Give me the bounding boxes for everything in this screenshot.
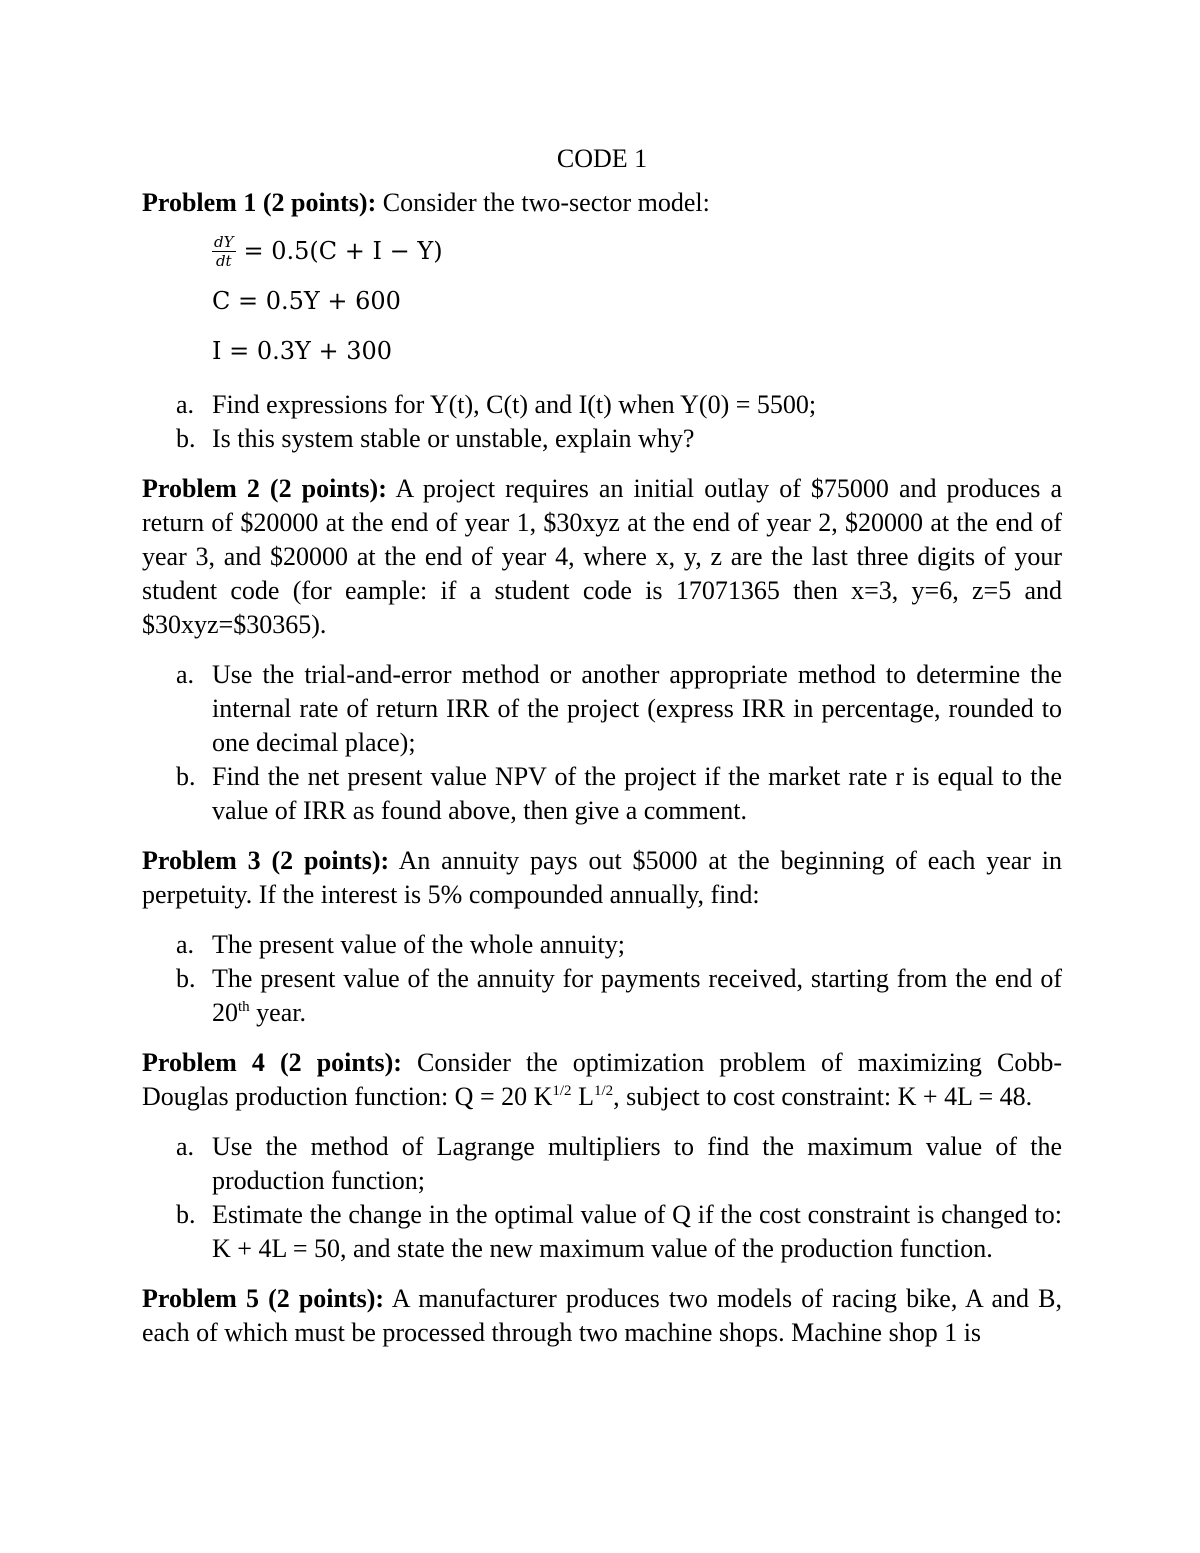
exponent-l: 1/2 — [593, 1083, 614, 1099]
problem-3-parts — [142, 928, 1062, 1030]
exponent-k: 1/2 — [552, 1083, 572, 1099]
item-marker: b. — [176, 964, 196, 993]
item-text: Find expressions for Y(t), C(t) and I(t) when Y(0) = 5500; — [212, 390, 817, 419]
item-marker: b. — [176, 424, 196, 453]
problem-2-intro: A project requires an initial outlay of $75000 and produces a return of $20000 at the end of year 1, $30xyz at the end of year 2, $20000 at the end of year 3, and $20000 at the end of year 4, where x, y, z are the last three digits of your student code (for eample: if a student code is 17071365 then x=3, y=6, z=5 and $30xyz=$30365). — [142, 474, 1063, 639]
item-marker: a. — [176, 930, 195, 959]
ordinal-superscript: th — [238, 999, 250, 1015]
problem-3-statement — [142, 844, 1062, 912]
item-marker: a. — [176, 1132, 195, 1161]
equation-dy-dt — [212, 226, 1062, 276]
item-text-part: The present value of the annuity for payments received, starting from the end of 20 — [212, 964, 1062, 1027]
problem-1-statement — [142, 186, 1062, 220]
list-item — [142, 962, 1062, 1030]
document-page — [142, 142, 1062, 1350]
list-item — [142, 422, 1062, 456]
item-text: Is this system stable or unstable, explain why? — [212, 424, 695, 453]
list-item — [142, 928, 1062, 962]
item-text: Estimate the change in the optimal value of Q if the cost constraint is changed to: K + 4L = 50, and state the new maximum value of the production function. — [212, 1200, 1062, 1263]
problem-3-intro: An annuity pays out $5000 at the beginning of each year in perpetuity. If the interest is 5% compounded annually, find: — [142, 846, 1062, 909]
list-item — [142, 658, 1062, 760]
item-text: The present value of the whole annuity; — [212, 930, 625, 959]
problem-2-statement — [142, 472, 1062, 642]
problem-2-label: Problem 2 (2 points): — [142, 474, 387, 503]
problem-4-intro-part: , subject to cost constraint: K + 4L = 48. — [613, 1082, 1033, 1111]
equation-consumption: C = 0.5Y + 600 — [212, 287, 401, 315]
problem-4-label: Problem 4 (2 points): — [142, 1048, 402, 1077]
item-marker: b. — [176, 1200, 196, 1229]
problem-1-intro: Consider the two-sector model: — [382, 188, 710, 217]
list-item — [142, 760, 1062, 828]
problem-1-equations — [212, 226, 1062, 376]
problem-2-parts — [142, 658, 1062, 828]
problem-5-label: Problem 5 (2 points): — [142, 1284, 385, 1313]
problem-5-intro: A manufacturer produces two models of racing bike, A and B, each of which must be processed through two machine shops. Machine shop 1 is — [142, 1284, 1062, 1347]
problem-4-intro-part: L — [571, 1082, 594, 1111]
item-text-part: year. — [249, 998, 306, 1027]
problem-1-parts — [142, 388, 1062, 456]
item-text: Find the net present value NPV of the project if the market rate r is equal to the value of IRR as found above, then give a comment. — [212, 762, 1062, 825]
problem-4-parts — [142, 1130, 1062, 1266]
exam-code-title: CODE 1 — [556, 144, 648, 173]
item-text: Use the method of Lagrange multipliers to find the maximum value of the production function; — [212, 1132, 1062, 1195]
equation-investment: I = 0.3Y + 300 — [212, 337, 393, 365]
item-text — [212, 962, 1062, 1030]
derivative-fraction — [212, 233, 236, 270]
fraction-denominator: dt — [215, 251, 232, 270]
equation-rhs: = 0.5(C + I − Y) — [243, 237, 443, 265]
item-marker: b. — [176, 762, 196, 791]
problem-5-statement — [142, 1282, 1062, 1350]
problem-4-intro-part: Consider the optimization problem of maximizing Cobb-Douglas production function: Q = 20 K — [142, 1048, 1062, 1111]
item-marker: a. — [176, 660, 195, 689]
problem-4-statement — [142, 1046, 1062, 1114]
problem-3-label: Problem 3 (2 points): — [142, 846, 390, 875]
item-marker: a. — [176, 390, 195, 419]
list-item — [142, 388, 1062, 422]
list-item — [142, 1130, 1062, 1198]
problem-1-label: Problem 1 (2 points): — [142, 188, 377, 217]
list-item — [142, 1198, 1062, 1266]
item-text: Use the trial-and-error method or another appropriate method to determine the internal rate of return IRR of the project (express IRR in percentage, rounded to one decimal place); — [212, 660, 1062, 757]
fraction-numerator: dY — [214, 232, 234, 251]
